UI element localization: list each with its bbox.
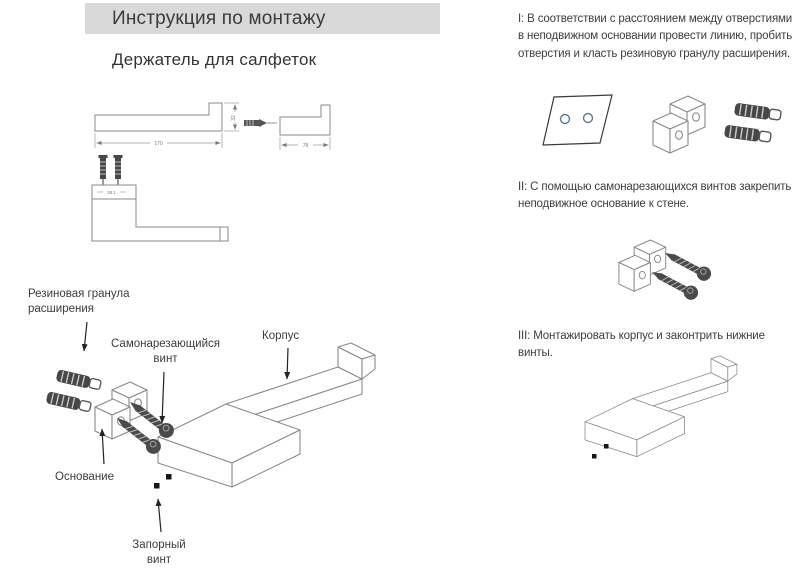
step3-lock-screws	[592, 444, 609, 459]
step1-base	[653, 96, 705, 153]
label-base: Основание	[55, 471, 114, 483]
label-body: Корпус	[262, 330, 300, 342]
label-rubber-plug: Резиновая гранула расширения	[28, 288, 130, 315]
step1-wall-plate	[543, 95, 612, 145]
label-lock-screw: Запорный винт	[132, 539, 186, 566]
step2-base	[619, 240, 666, 291]
front-view-drawing	[92, 155, 228, 241]
side-view-drawing	[95, 103, 239, 148]
step1-rubber-plugs	[724, 103, 782, 144]
arrow-lock-screw	[158, 499, 161, 532]
screw-side-drawing	[244, 105, 330, 150]
dim-depth-label: 78	[302, 143, 309, 149]
step-2-text: II: С помощью самонарезающихся винтов закрепить неподвижное основание к стене.	[518, 181, 792, 211]
dim-height-label: 32	[231, 115, 237, 121]
exploded-rubber-plugs	[46, 369, 102, 413]
product-subtitle: Держатель для салфеток	[112, 50, 317, 69]
label-self-tapping-screw: Самонарезающийся винт	[111, 338, 220, 365]
step-1-text: I: В соответствии с расстоянием между отверстиями в неподвижном основании провести линию, пробить отверстия и класть резиновую гранулу расширения.	[518, 13, 793, 60]
arrow-rubber-plug	[84, 322, 87, 351]
arrow-body	[287, 348, 288, 379]
arrow-self-tapping-screw	[162, 372, 164, 423]
dim-hole-spacing-label: 38.1	[107, 190, 116, 195]
dim-length-label: 170	[154, 141, 163, 147]
step-3-text: III: Монтажировать корпус и законтрить нижние винты.	[518, 330, 765, 360]
exploded-lock-screws	[154, 474, 172, 489]
page-title: Инструкция по монтажу	[85, 3, 440, 34]
step3-corpus	[585, 356, 737, 457]
